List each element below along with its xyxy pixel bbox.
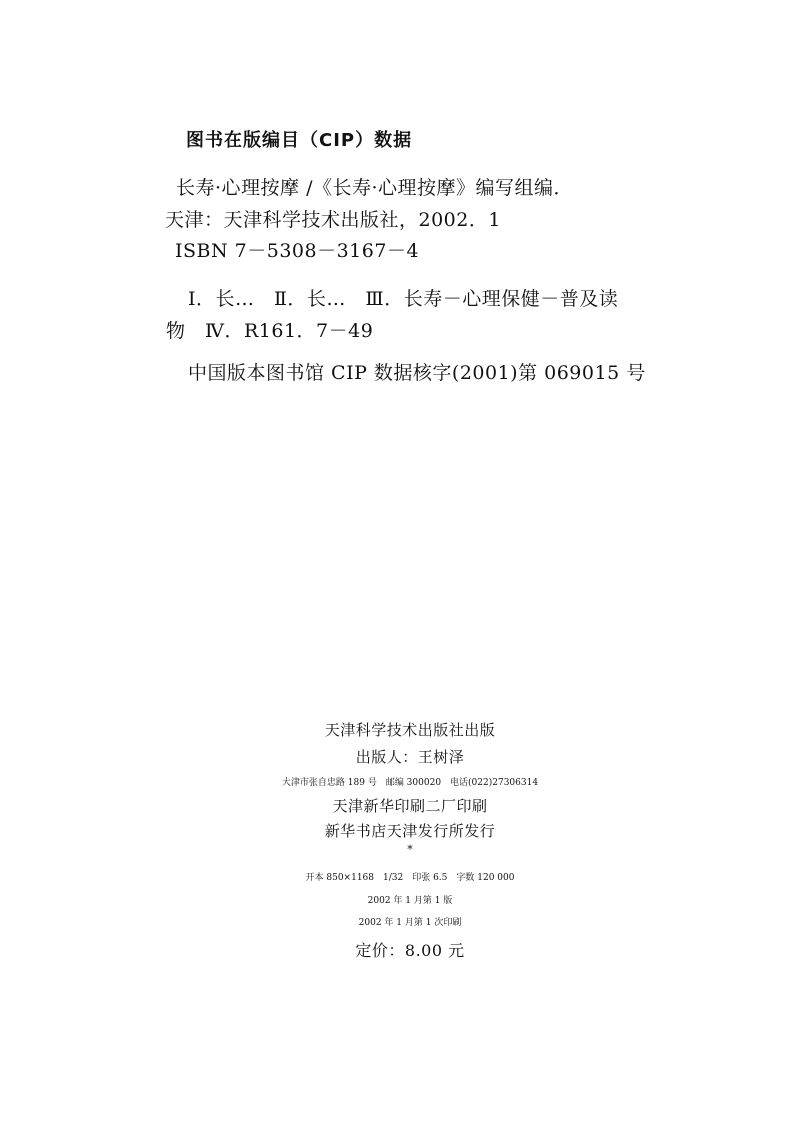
colophon-distributor: 新华书店天津发行所发行 <box>324 822 496 840</box>
colophon-printer: 天津新华印刷二厂印刷 <box>332 797 488 815</box>
cip-record-number-line: 中国版本图书馆 CIP 数据核字(2001)第 069015 号 <box>188 362 646 384</box>
colophon-address: 大津市张自忠路 189 号 邮编 300020 电话(022)27306314 <box>281 778 539 788</box>
colophon-separator: * <box>407 843 413 856</box>
colophon-edition: 2002 年 1 月第 1 版 <box>367 896 453 906</box>
colophon-price: 定价：8.00 元 <box>355 941 465 960</box>
cip-classification-line: 物 Ⅳ．R161．7－49 <box>166 320 374 342</box>
cip-title-line: 长寿·心理按摩 /《长寿·心理按摩》编写组编． <box>176 177 574 199</box>
cip-publication-line: 天津：天津科学技术出版社，2002．1 <box>165 209 501 231</box>
colophon-publisher: 天津科学技术出版社出版 <box>324 721 496 739</box>
colophon-format: 开本 850×1168 1/32 印张 6.5 字数 120 000 <box>305 873 515 883</box>
colophon-issuer: 出版人：王树泽 <box>355 748 465 766</box>
colophon-printing: 2002 年 1 月第 1 次印刷 <box>358 918 462 928</box>
cip-isbn-line: ISBN 7－5308－3167－4 <box>175 240 420 262</box>
cip-subject-line: Ⅰ．长… Ⅱ．长… Ⅲ．长寿－心理保健－普及读 <box>188 288 619 310</box>
cip-heading: 图书在版编目（CIP）数据 <box>186 130 413 151</box>
